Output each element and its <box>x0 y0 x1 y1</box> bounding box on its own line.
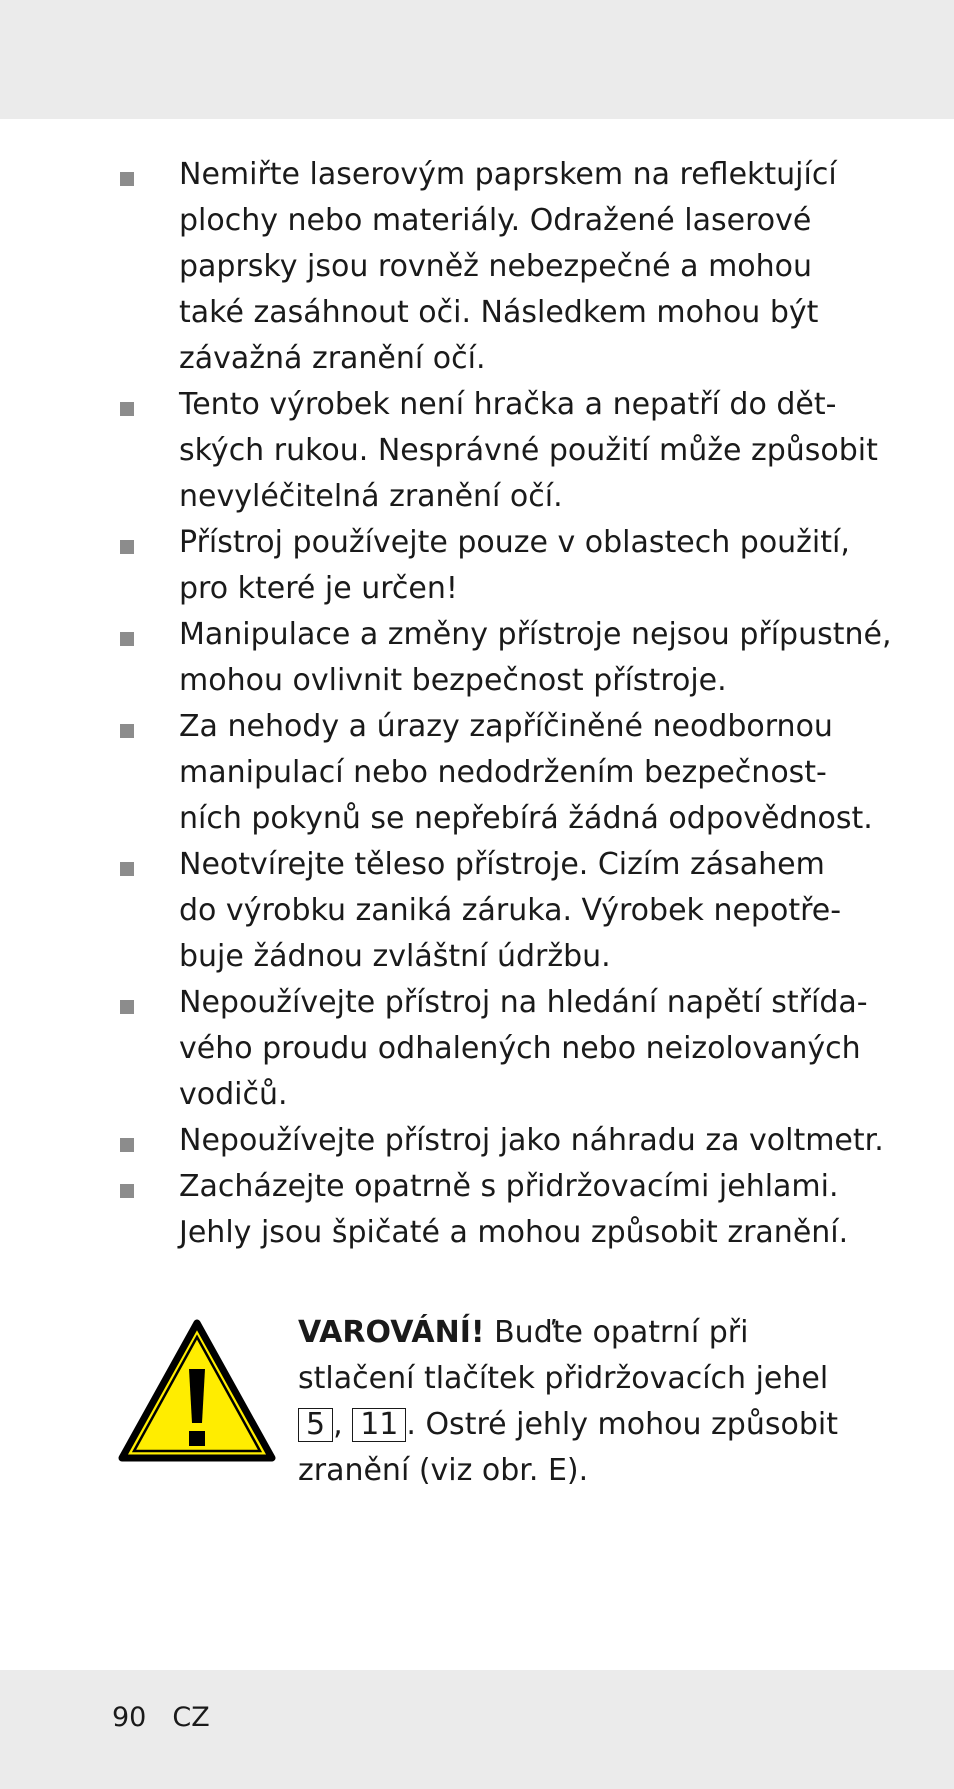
list-item <box>0 1164 849 1256</box>
page-number: 90 <box>112 1702 147 1733</box>
warning-line-3 <box>298 1402 858 1448</box>
bullet-square-icon <box>120 540 134 554</box>
bullet-square-icon <box>120 862 134 876</box>
warning-line-3-rest: . Ostré jehly mohou způsobit <box>406 1407 838 1442</box>
bullet-square-icon <box>120 632 134 646</box>
warning-text <box>298 1310 858 1494</box>
bullet-square-icon <box>120 1184 134 1198</box>
list-item-line: Přístroj používejte pouze v oblastech použití, <box>179 525 850 560</box>
bullet-square-icon <box>120 1138 134 1152</box>
safety-instructions-list <box>0 152 954 1256</box>
list-item-line: buje žádnou zvláštní údržbu. <box>179 939 611 974</box>
list-item-line: Nemiřte laserovým paprskem na reflektující <box>179 157 837 192</box>
list-item <box>0 520 850 612</box>
warning-line-1-rest: Buďte opatrní při <box>484 1315 749 1350</box>
list-item <box>0 1118 884 1164</box>
list-item <box>0 382 878 520</box>
list-item-line: manipulací nebo nedodržením bezpečnost- <box>179 755 827 790</box>
bullet-square-icon <box>120 1000 134 1014</box>
bullet-square-icon <box>120 402 134 416</box>
list-item-line: vého proudu odhalených nebo neizolovaných <box>179 1031 861 1066</box>
list-item <box>0 152 839 382</box>
bullet-square-icon <box>120 172 134 186</box>
list-item-line: plochy nebo materiály. Odražené laserové <box>179 203 812 238</box>
list-item-line: paprsky jsou rovněž nebezpečné a mohou <box>179 249 813 284</box>
list-item-line: mohou ovlivnit bezpečnost přístroje. <box>179 663 727 698</box>
list-item <box>0 842 842 980</box>
list-item-line: nevyléčitelná zranění očí. <box>179 479 563 514</box>
list-item-line: závažná zranění očí. <box>179 341 486 376</box>
list-item-line: ních pokynů se nepřebírá žádná odpovědnost. <box>179 801 873 836</box>
part-ref-11: 11 <box>352 1408 406 1442</box>
header-band <box>0 0 954 119</box>
page-footer <box>112 1698 210 1738</box>
ref-separator: , <box>333 1407 343 1442</box>
list-item-line: pro které je určen! <box>179 571 458 606</box>
warning-block <box>118 1310 838 1490</box>
warning-line-4: zranění (viz obr. E). <box>298 1453 589 1488</box>
warning-line-2: stlačení tlačítek přidržovacích jehel <box>298 1361 829 1396</box>
warning-triangle-icon <box>118 1319 276 1463</box>
list-item <box>0 980 868 1118</box>
list-item-line: ských rukou. Nesprávné použití může způsobit <box>179 433 878 468</box>
list-item-line: Jehly jsou špičaté a mohou způsobit zranění. <box>179 1215 849 1250</box>
list-item-line: Manipulace a změny přístroje nejsou přípustné, <box>179 617 892 652</box>
list-item-line: Neotvírejte těleso přístroje. Cizím zásahem <box>179 847 825 882</box>
bullet-square-icon <box>120 724 134 738</box>
list-item-line: Nepoužívejte přístroj na hledání napětí střída- <box>179 985 868 1020</box>
warning-title: VAROVÁNÍ! <box>298 1315 485 1350</box>
list-item-line: Za nehody a úrazy zapříčiněné neodbornou <box>179 709 833 744</box>
part-ref-5: 5 <box>298 1408 333 1442</box>
list-item <box>0 612 892 704</box>
list-item-line: do výrobku zaniká záruka. Výrobek nepotře- <box>179 893 842 928</box>
list-item-line: Tento výrobek není hračka a nepatří do dět- <box>179 387 837 422</box>
list-item <box>0 704 873 842</box>
list-item-line: také zasáhnout oči. Následkem mohou být <box>179 295 819 330</box>
list-item-line: Zacházejte opatrně s přidržovacími jehlami. <box>179 1169 839 1204</box>
language-code: CZ <box>172 1702 210 1733</box>
warning-line-1 <box>298 1310 858 1356</box>
list-item-line: vodičů. <box>179 1077 288 1112</box>
list-item-line: Nepoužívejte přístroj jako náhradu za voltmetr. <box>179 1123 884 1158</box>
